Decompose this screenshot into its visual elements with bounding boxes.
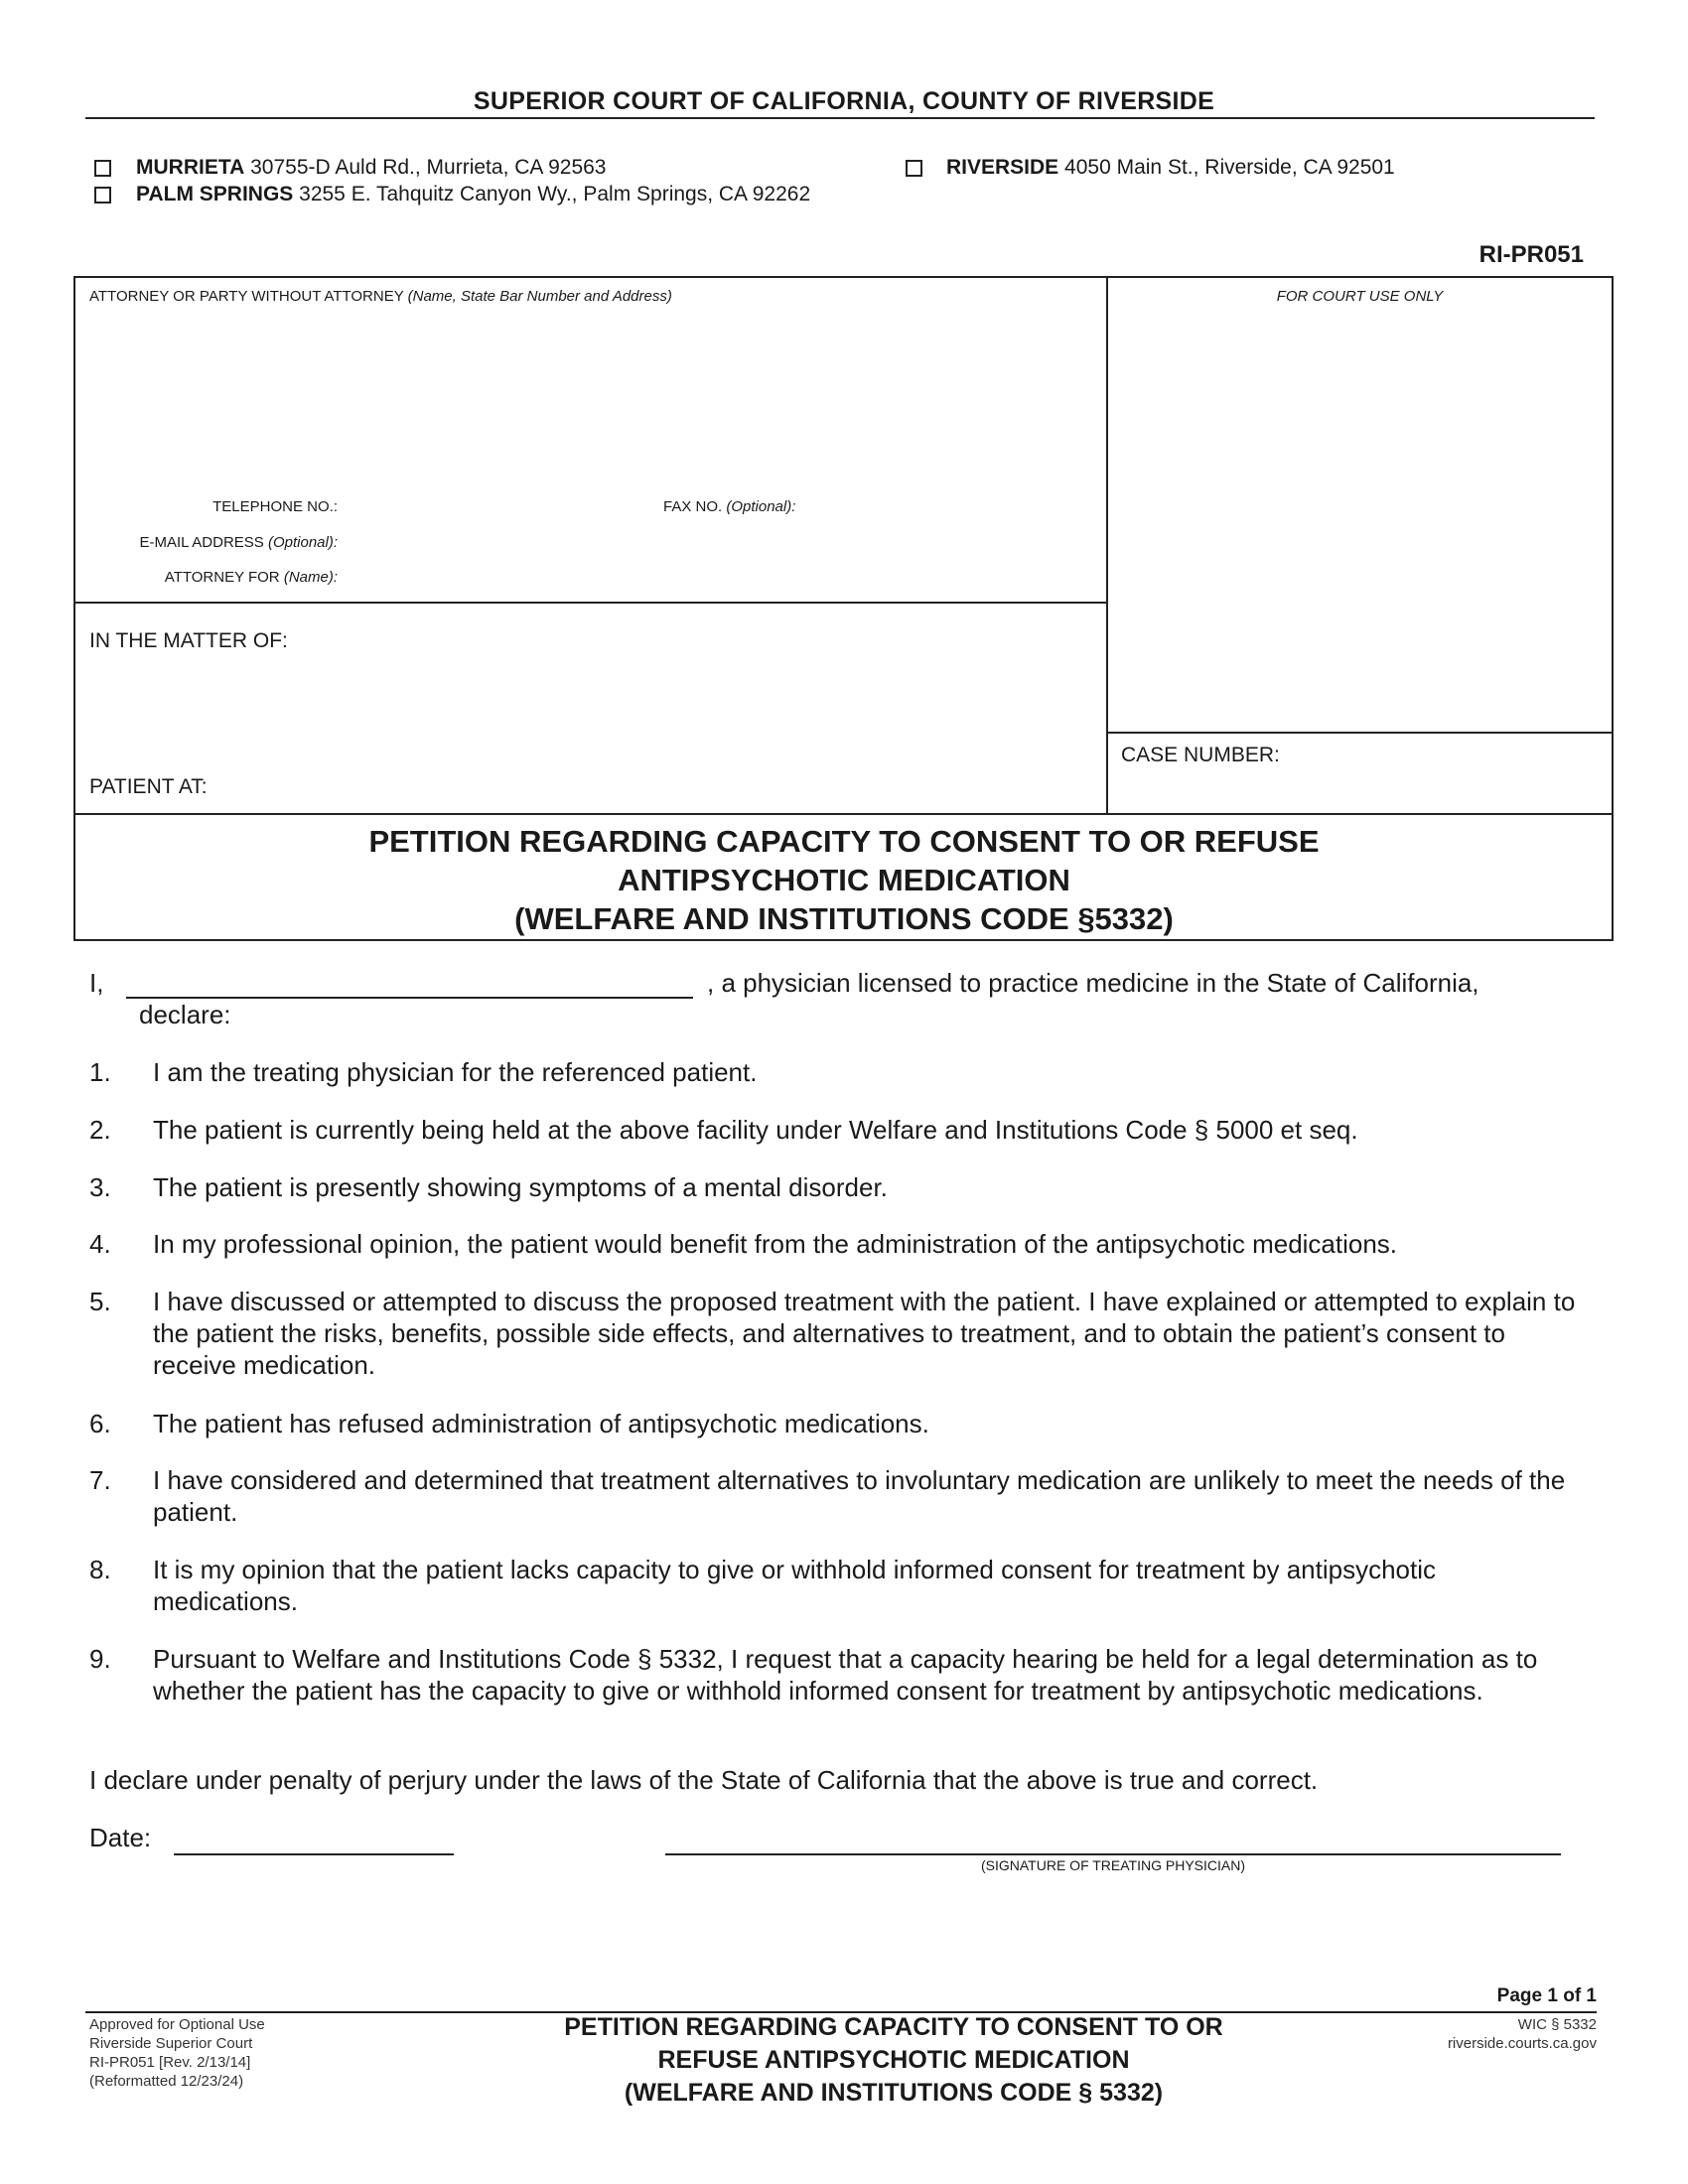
item-1-number: 1. xyxy=(89,1057,111,1087)
murrieta-name: MURRIETA xyxy=(136,156,245,179)
item-5-number: 5. xyxy=(89,1287,111,1316)
item-7-text: I have considered and determined that treatment alternatives to involuntary medication are unlikely to meet the needs of the patient. xyxy=(153,1465,1566,1527)
item-5-text: I have discussed or attempted to discuss the proposed treatment with the patient. I have explained or attempted to explain to the patient the risks, benefits, possible side effects, and alternatives to treatment, and to obtain the patient’s consent to receive medication. xyxy=(153,1287,1576,1380)
petition-title-line3: (WELFARE AND INSTITUTIONS CODE §5332) xyxy=(514,901,1174,936)
item-3-text: The patient is presently showing symptoms of a mental disorder. xyxy=(153,1172,888,1202)
intro-prefix: I, xyxy=(89,968,104,998)
petition-title-line1: PETITION REGARDING CAPACITY TO CONSENT TO OR REFUSE xyxy=(368,824,1320,859)
fax-note: (Optional): xyxy=(726,498,796,515)
matter-label: IN THE MATTER OF: xyxy=(89,629,288,652)
title-divider xyxy=(73,813,1614,815)
footer-left-line1: Approved for Optional Use xyxy=(89,2016,265,2033)
page-number: Page 1 of 1 xyxy=(1496,1985,1597,2006)
telephone-label: TELEPHONE NO.: xyxy=(212,498,338,515)
attorney-label xyxy=(89,288,672,305)
attorney-label-note: (Name, State Bar Number and Address) xyxy=(407,288,672,305)
header-rule xyxy=(85,117,1595,119)
item-9-number: 9. xyxy=(89,1644,111,1674)
case-number-label: CASE NUMBER: xyxy=(1121,744,1280,766)
signature-line[interactable] xyxy=(665,1853,1561,1855)
footer-right xyxy=(1448,2015,1597,2053)
signature-label: (SIGNATURE OF TREATING PHYSICIAN) xyxy=(980,1857,1246,1873)
footer-left-line3: RI-PR051 [Rev. 2/13/14] xyxy=(89,2054,251,2071)
footer-left-line4: (Reformatted 12/23/24) xyxy=(89,2073,244,2090)
attorney-for-note: (Name): xyxy=(283,569,338,586)
footer-left xyxy=(89,2015,265,2091)
item-2-number: 2. xyxy=(89,1115,111,1145)
intro-suffix: , a physician licensed to practice medicine in the State of California, xyxy=(707,968,1479,998)
email-field[interactable] xyxy=(0,534,338,551)
item-1-text: I am the treating physician for the referenced patient. xyxy=(153,1057,758,1087)
intro-declare: declare: xyxy=(139,1000,231,1029)
riverside-address: 4050 Main St., Riverside, CA 92501 xyxy=(1064,156,1395,179)
footer-title-line3: (WELFARE AND INSTITUTIONS CODE § 5332) xyxy=(624,2079,1164,2107)
item-3-number: 3. xyxy=(89,1172,111,1202)
declaration-text: I declare under penalty of perjury under the laws of the State of California that the above is true and correct. xyxy=(89,1765,1319,1795)
item-6-text: The patient has refused administration of antipsychotic medications. xyxy=(153,1409,929,1438)
case-number-divider xyxy=(1106,732,1614,734)
footer-statute: WIC § 5332 xyxy=(1517,2016,1597,2033)
telephone-field[interactable] xyxy=(0,498,338,516)
fax-label: FAX NO. xyxy=(663,498,723,515)
murrieta-address: 30755-D Auld Rd., Murrieta, CA 92563 xyxy=(250,156,607,179)
murrieta-location xyxy=(136,156,606,180)
item-9-text: Pursuant to Welfare and Institutions Code § 5332, I request that a capacity hearing be held for a legal determination as to whether the patient has the capacity to give or withhold informed consent for treatment by antipsychotic medications. xyxy=(153,1644,1538,1706)
footer-website: riverside.courts.ca.gov xyxy=(1447,2035,1597,2052)
attorney-for-label: ATTORNEY FOR xyxy=(164,569,280,586)
item-6-number: 6. xyxy=(89,1409,111,1438)
item-2-text: The patient is currently being held at the above facility under Welfare and Institutions Code § 5000 et seq. xyxy=(153,1115,1358,1145)
palm-springs-name: PALM SPRINGS xyxy=(136,183,294,205)
item-7-number: 7. xyxy=(89,1465,111,1495)
palm-springs-location xyxy=(136,183,810,206)
riverside-name: RIVERSIDE xyxy=(946,156,1059,179)
palm-springs-checkbox[interactable] xyxy=(94,187,111,204)
footer-title xyxy=(397,2011,1390,2110)
item-4-text: In my professional opinion, the patient would benefit from the administration of the antipsychotic medications. xyxy=(153,1229,1398,1259)
riverside-location xyxy=(946,156,1395,180)
riverside-checkbox[interactable] xyxy=(906,160,922,177)
date-line[interactable] xyxy=(174,1853,454,1855)
form-id: RI-PR051 xyxy=(1478,241,1584,268)
footer-left-line2: Riverside Superior Court xyxy=(89,2035,253,2052)
court-use-label: FOR COURT USE ONLY xyxy=(1276,288,1444,305)
petition-title-line2: ANTIPSYCHOTIC MEDICATION xyxy=(618,863,1070,897)
date-label: Date: xyxy=(89,1823,152,1852)
petition-title xyxy=(75,822,1613,938)
item-4-number: 4. xyxy=(89,1229,111,1259)
item-8-number: 8. xyxy=(89,1555,111,1584)
email-label: E-MAIL ADDRESS xyxy=(139,534,264,551)
murrieta-checkbox[interactable] xyxy=(94,160,111,177)
palm-springs-address: 3255 E. Tahquitz Canyon Wy., Palm Springs, CA 92262 xyxy=(299,183,811,205)
attorney-label-text: ATTORNEY OR PARTY WITHOUT ATTORNEY xyxy=(89,288,404,305)
attorney-for-field[interactable] xyxy=(0,569,338,586)
email-note: (Optional): xyxy=(267,534,338,551)
footer-title-line2: REFUSE ANTIPSYCHOTIC MEDICATION xyxy=(657,2046,1130,2074)
fax-field[interactable] xyxy=(663,498,795,515)
item-8-text: It is my opinion that the patient lacks capacity to give or withhold informed consent for treatment by antipsychotic medications. xyxy=(153,1555,1436,1616)
patient-at-label: PATIENT AT: xyxy=(89,775,208,798)
attorney-section-divider xyxy=(73,602,1107,604)
footer-title-line1: PETITION REGARDING CAPACITY TO CONSENT TO OR xyxy=(564,2013,1223,2041)
court-title: SUPERIOR COURT OF CALIFORNIA, COUNTY OF RIVERSIDE xyxy=(473,87,1215,115)
